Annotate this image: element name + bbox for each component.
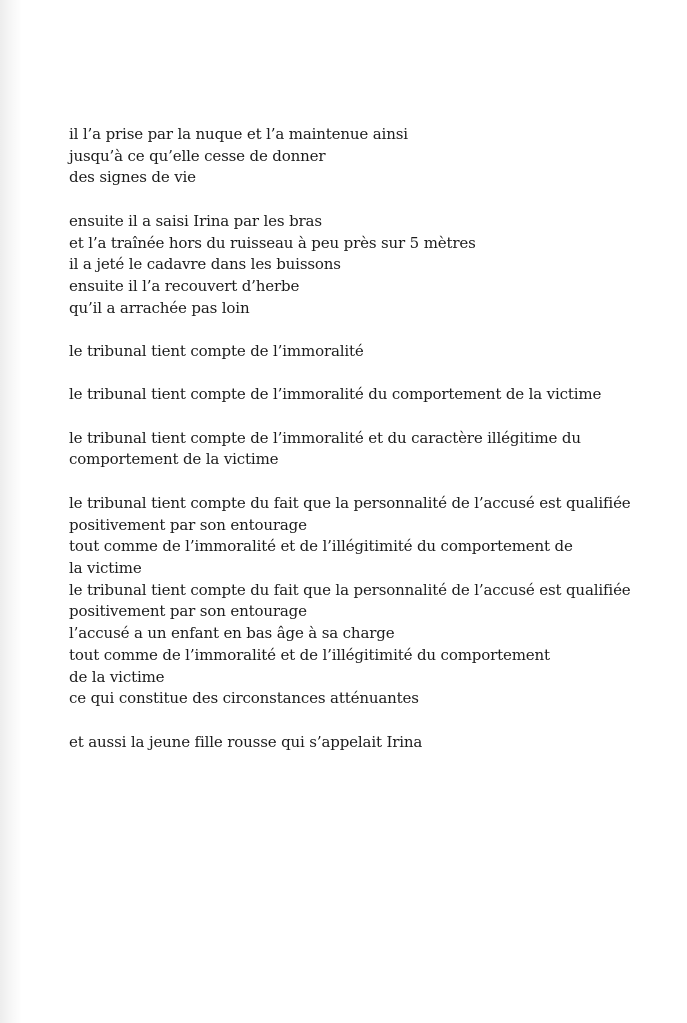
poem-line: le tribunal tient compte de l’immoralité xyxy=(69,342,364,360)
poem-line: comportement de la victime xyxy=(69,450,279,469)
poem-line: jusqu’à ce qu’elle cesse de donner xyxy=(69,146,326,165)
stanza xyxy=(69,384,669,406)
poem-line: des signes de vie xyxy=(69,168,196,187)
poem-line: il a jeté le cadavre dans les buissons xyxy=(69,255,341,274)
poem-line: le tribunal tient compte du fait que la personnalité de l’accusé est qualifiée xyxy=(69,580,631,599)
poem-line: tout comme de l’immoralité et de l’illégitimité du comportement xyxy=(69,645,550,664)
poem-line: le tribunal tient compte de l’immoralité du comportement de la victime xyxy=(69,385,602,404)
stanza xyxy=(69,428,669,471)
poem-line: ce qui constitue des circonstances atténuantes xyxy=(69,689,419,708)
poem-line: qu’il a arrachée pas loin xyxy=(69,298,250,317)
poem-line: et l’a traînée hors du ruisseau à peu près sur 5 mètres xyxy=(69,233,476,252)
poem-line: tout comme de l’immoralité et de l’illégitimité du comportement de xyxy=(69,537,573,556)
stanza xyxy=(69,732,669,754)
stanza xyxy=(69,493,669,710)
poem-text xyxy=(69,124,669,775)
stanza xyxy=(69,124,669,189)
poem-line: la victime xyxy=(69,558,142,577)
poem-line: ensuite il a saisi Irina par les bras xyxy=(69,211,322,230)
poem-line: il l’a prise par la nuque et l’a maintenue ainsi xyxy=(69,125,408,143)
poem-line: ensuite il l’a recouvert d’herbe xyxy=(69,276,300,295)
poem-line: positivement par son entourage xyxy=(69,602,307,621)
poem-line: et aussi la jeune fille rousse qui s’appelait Irina xyxy=(69,732,423,751)
poem-line: l’accusé a un enfant en bas âge à sa charge xyxy=(69,624,395,643)
poem-line: le tribunal tient compte de l’immoralité et du caractère illégitime du xyxy=(69,428,581,447)
poem-line: de la victime xyxy=(69,667,165,686)
poem-line: le tribunal tient compte du fait que la personnalité de l’accusé est qualifiée xyxy=(69,493,631,512)
poem-line: positivement par son entourage xyxy=(69,515,307,534)
stanza xyxy=(69,341,669,363)
stanza xyxy=(69,211,669,320)
page-gutter-shadow xyxy=(0,0,22,1023)
